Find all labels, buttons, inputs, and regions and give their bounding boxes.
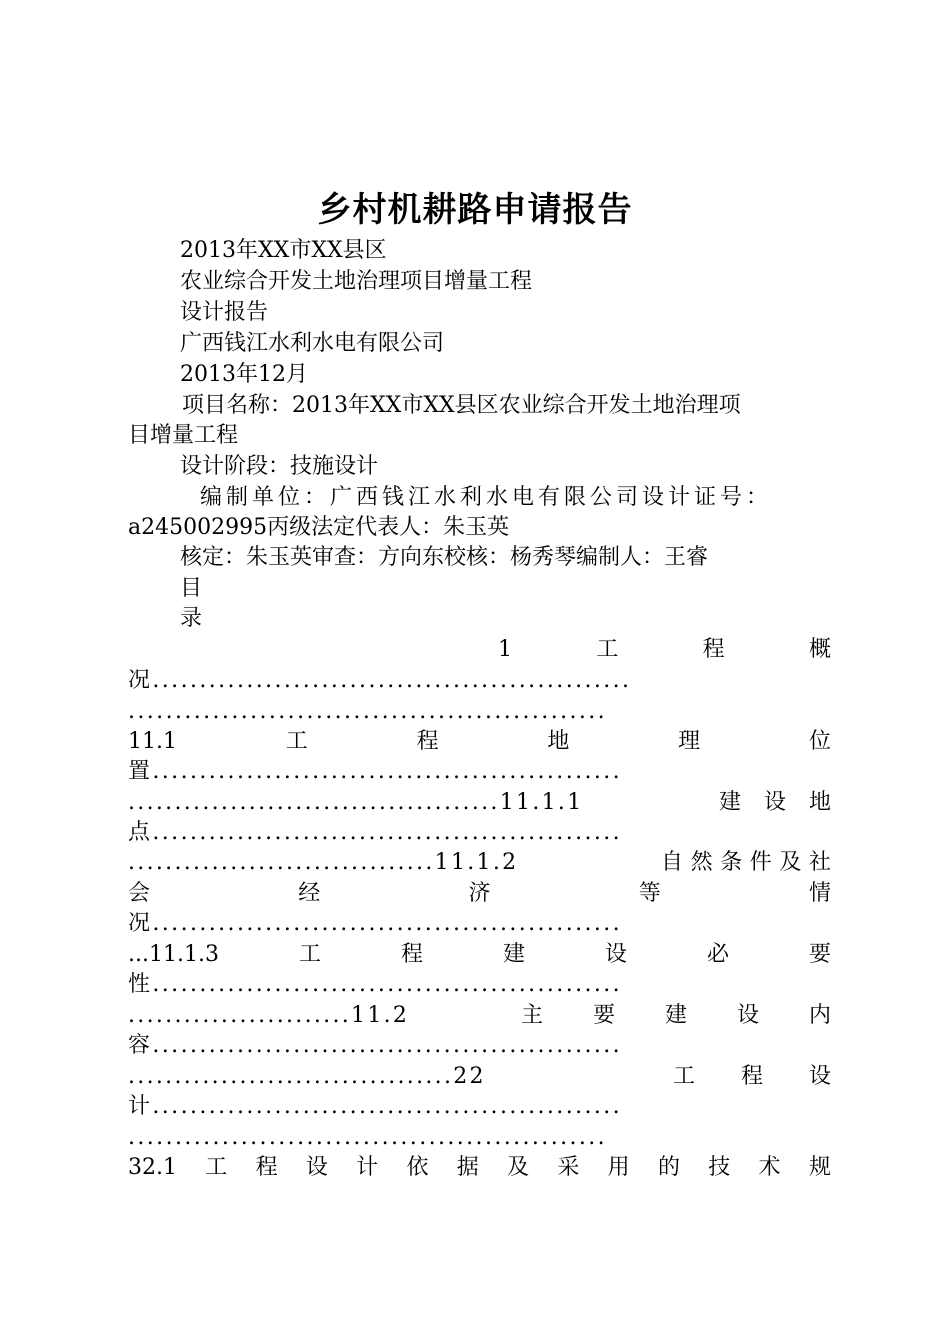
info-staff: 核定：朱玉英审查：方向东校核：杨秀琴编制人：王睿 — [180, 545, 709, 570]
info-project-name: 项目名称：2013年XX市XX县区农业综合开发土地治理项 — [182, 393, 741, 418]
toc-entry-2-1[interactable]: 32.1 工 程 设 计 依 据 及 采 用 的 技 术 规 — [128, 1155, 831, 1180]
toc-heading-1: 目 — [180, 576, 203, 601]
toc-entry-1-1[interactable]: 11.1 工 程 地 理 位 — [128, 729, 831, 754]
toc-entry-1-1-2-cont: 会 经 济 等 情 — [128, 881, 831, 906]
info-project-name-cont: 目增量工程 — [128, 423, 239, 448]
toc-dots: ................................................... — [128, 699, 608, 724]
cover-line-year-region: 2013年XX市XX县区 — [180, 238, 387, 263]
info-unit: 编制单位：广西钱江水利水电有限公司设计证号： — [200, 485, 773, 510]
toc-entry-1[interactable]: 1 工 程 概 — [498, 637, 831, 662]
info-design-stage: 设计阶段：技施设计 — [180, 454, 379, 479]
cover-line-company: 广西钱江水利水电有限公司 — [180, 331, 445, 356]
toc-dots: 计.................................................. — [128, 1094, 623, 1119]
cover-line-project: 农业综合开发土地治理项目增量工程 — [180, 269, 533, 294]
toc-entry-1-1-1[interactable]: ........................................11.1.1 建 设 地 — [128, 790, 831, 815]
toc-entry-2[interactable]: ...................................22 工 程 设 — [128, 1064, 831, 1089]
cover-line-report-type: 设计报告 — [180, 300, 269, 325]
toc-dots: 容.................................................. — [128, 1033, 623, 1058]
document-title: 乡村机耕路申请报告 — [317, 190, 633, 230]
toc-dots: 况................................................... — [128, 668, 632, 693]
toc-heading-2: 录 — [180, 606, 203, 631]
toc-dots: 性.................................................. — [128, 972, 623, 997]
toc-dots: 置.................................................. — [128, 759, 623, 784]
cover-line-date: 2013年12月 — [180, 362, 308, 387]
toc-dots: ................................................... — [128, 1125, 608, 1150]
toc-entry-1-1-3[interactable]: ...11.1.3 工 程 建 设 必 要 — [128, 942, 831, 967]
toc-entry-1-2[interactable]: ........................11.2 主 要 建 设 内 — [128, 1003, 831, 1028]
toc-entry-1-1-2[interactable]: .................................11.1.2 自 然 条 件 及 社 — [128, 850, 831, 875]
toc-dots: 况.................................................. — [128, 911, 623, 936]
info-unit-cont: a245002995丙级法定代表人：朱玉英 — [128, 515, 510, 540]
toc-dots: 点.................................................. — [128, 820, 623, 845]
